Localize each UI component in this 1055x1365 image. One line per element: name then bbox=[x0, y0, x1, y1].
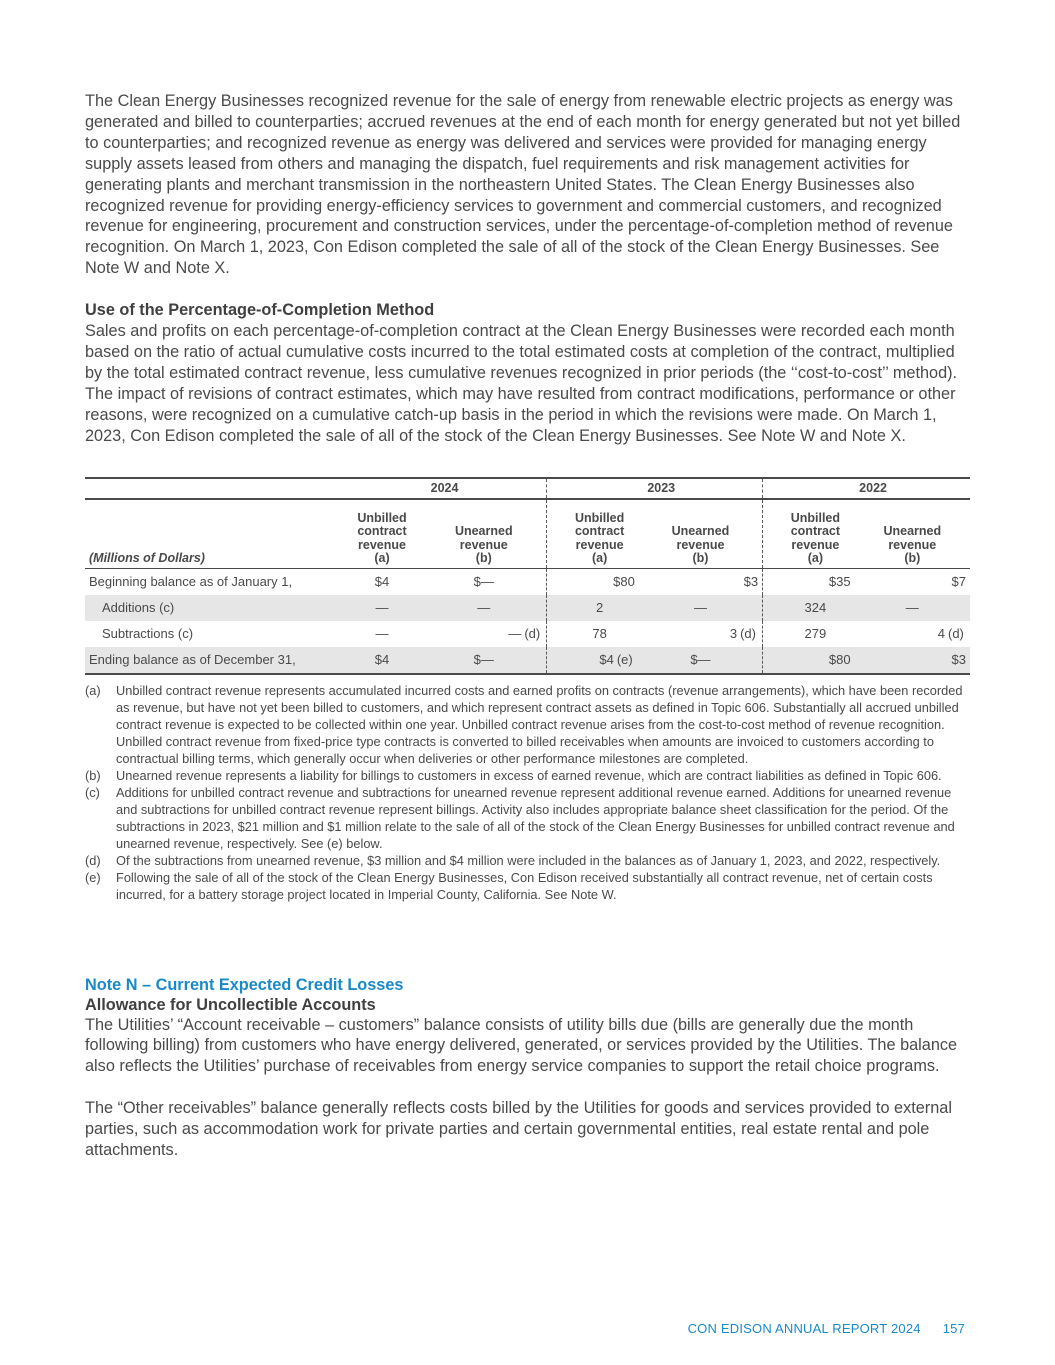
table-cell: $80 bbox=[613, 574, 635, 589]
table-cell: $4 bbox=[374, 574, 390, 589]
table-row bbox=[85, 647, 970, 674]
year-header-row bbox=[85, 478, 970, 499]
page-footer bbox=[640, 1321, 965, 1336]
table-row bbox=[85, 595, 970, 621]
col-unbilled-2023: Unbilled contract revenue (a) bbox=[560, 499, 638, 569]
footnote-ref: (d) bbox=[740, 626, 756, 641]
table-cell: $4 (e) bbox=[560, 647, 638, 674]
table-cell: $80 bbox=[776, 647, 854, 674]
footnote: (d) Of the subtractions from unearned revenue, $3 million and $4 million were included in the balances as of January 1, 2023, and 2022, respectively. bbox=[85, 852, 941, 868]
table-cell: 4 (d) bbox=[855, 621, 970, 647]
table-footnotes bbox=[85, 682, 970, 903]
intro-paragraph: The Clean Energy Businesses recognized revenue for the sale of energy from renewable electric projects as energy was generated and billed to counterparties; accrued revenues at the end of each month for energy generated but not yet billed to counterparties; and recognized revenue as energy was delivered and services were provided for managing energy supply assets leased from others and managing the dispatch, fuel requirements and risk management activities for generating plants and merchant transmission in the northeastern United States. The Clean Energy Businesses also recognized revenue for providing energy-efficiency services to government and commercial customers, and recognized revenue for engineering, procurement and construction services, under the percentage-of-completion method of revenue recognition. On March 1, 2023, Con Edison completed the sale of all of the stock of the Clean Energy Businesses. See Note W and Note X. bbox=[85, 92, 961, 278]
footnote: (b) Unearned revenue represents a liability for billings to customers in excess of earned revenue, which are contract liabilities as defined in Topic 606. bbox=[85, 767, 942, 783]
year-header-2023: 2023 bbox=[560, 478, 762, 499]
table-cell: $4 bbox=[343, 647, 421, 674]
year-header-2024: 2024 bbox=[343, 478, 547, 499]
col-unearned-2023: Unearned revenue (b) bbox=[639, 499, 763, 569]
table-cell: — bbox=[375, 626, 389, 641]
table-row bbox=[85, 621, 970, 647]
row-label: Ending balance as of December 31, bbox=[85, 647, 343, 674]
report-title: CON EDISON ANNUAL REPORT 2024 bbox=[687, 1321, 921, 1336]
col-unearned-2024: Unearned revenue (b) bbox=[421, 499, 547, 569]
row-label: Subtractions (c) bbox=[102, 626, 194, 641]
table-cell: 78 bbox=[592, 626, 607, 641]
table-cell: — bbox=[343, 595, 421, 621]
table-cell: $3 bbox=[743, 574, 759, 589]
other-receivables-paragraph: The “Other receivables” balance generally reflects costs billed by the Utilities for goods and services provided to external parties, such as accommodation work for private parties and certain governmental entities, real estate rental and pole attachments. bbox=[85, 1099, 952, 1160]
unit-label: (Millions of Dollars) bbox=[85, 499, 343, 569]
footnote: (e) Following the sale of all of the stock of the Clean Energy Businesses, Con Edison received substantially all contract revenue, net of certain costs incurred, for a battery storage project located in Imperial County, California. See Note W. bbox=[85, 869, 933, 902]
contract-revenue-table bbox=[85, 477, 970, 675]
page-content bbox=[85, 91, 970, 1161]
table-cell: $7 bbox=[951, 574, 966, 589]
receivables-paragraph: The Utilities’ “Account receivable – customers” balance consists of utility bills due (bills are generally due the month following billing) from customers who have energy delivered, generated, or services provided by the Utilities. The balance also reflects the Utilities’ purchase of receivables from energy service companies to support the retail choice programs. bbox=[85, 1015, 958, 1076]
table-cell: 2 bbox=[560, 595, 638, 621]
note-n-title: Note N – Current Expected Credit Losses bbox=[85, 975, 404, 994]
col-unbilled-2022: Unbilled contract revenue (a) bbox=[776, 499, 854, 569]
footnote-ref: (d) bbox=[948, 626, 964, 641]
table-cell: $— bbox=[473, 574, 494, 589]
table-cell: $35 bbox=[828, 574, 851, 589]
footnote: (c) Additions for unbilled contract revenue and subtractions for unearned revenue represent additional revenue earned. Additions for unearned revenue and subtractions for unbilled contract revenue represent billings. Activity also includes appropriate balance sheet classification for the period. Of the subtractions in 2023, $21 million and $1 million relate to the sale of all of the stock of the Clean Energy Businesses for unbilled contract revenue and unearned revenue, respectively. See (e) below. bbox=[85, 784, 955, 851]
table-cell: $— bbox=[421, 647, 547, 674]
table-cell: 3 (d) bbox=[639, 621, 763, 647]
footnote-ref: (e) bbox=[616, 652, 633, 667]
table-row bbox=[85, 568, 970, 595]
table-cell: — (d) bbox=[421, 621, 547, 647]
table-cell: $— bbox=[639, 647, 763, 674]
footnote-ref: (d) bbox=[524, 626, 541, 641]
poc-paragraph: Sales and profits on each percentage-of-completion contract at the Clean Energy Businesses were recorded each month based on the ratio of actual cumulative costs incurred to the total estimated costs at completion of the contract, multiplied by the total estimated contract revenue, less cumulative revenues recognized in prior periods (the ‘‘cost-to-cost’’ method). The impact of revisions of contract estimates, which may have resulted from contract modifications, performance or other reasons, were recognized on a cumulative catch-up basis in the period in which the revisions were made. On March 1, 2023, Con Edison completed the sale of all of the stock of the Clean Energy Businesses. See Note W and Note X. bbox=[85, 322, 958, 445]
footnote: (a) Unbilled contract revenue represents accumulated incurred costs and earned profits on contracts (revenue arrangements), which have been recorded as revenue, but have not yet been billed to customers, and which represent contract assets as defined in Topic 606. Substantially all accrued unbilled contract revenue is expected to be collected within one year. Unbilled contract revenue arises from the cost-to-cost method of revenue recognition. Unbilled contract revenue from fixed-price type contracts is converted to billed receivables when amounts are invoiced to customers according to contractual billing terms, which generally occur when deliveries or other performance milestones are completed. bbox=[85, 682, 963, 766]
table-cell: — bbox=[421, 595, 547, 621]
table-cell: 324 bbox=[776, 595, 854, 621]
col-unearned-2022: Unearned revenue (b) bbox=[855, 499, 970, 569]
table-cell: 279 bbox=[804, 626, 827, 641]
year-header-2022: 2022 bbox=[776, 478, 970, 499]
table-cell: — bbox=[639, 595, 763, 621]
poc-heading: Use of the Percentage-of-Completion Method bbox=[85, 301, 435, 320]
table-cell: — bbox=[855, 595, 970, 621]
table-cell: $3 bbox=[855, 647, 970, 674]
allowance-heading: Allowance for Uncollectible Accounts bbox=[85, 995, 376, 1014]
column-header-row bbox=[85, 499, 970, 569]
row-label: Additions (c) bbox=[85, 595, 343, 621]
col-unbilled-2024: Unbilled contract revenue (a) bbox=[343, 499, 421, 569]
row-label: Beginning balance as of January 1, bbox=[89, 574, 293, 589]
page-number: 157 bbox=[942, 1321, 965, 1336]
